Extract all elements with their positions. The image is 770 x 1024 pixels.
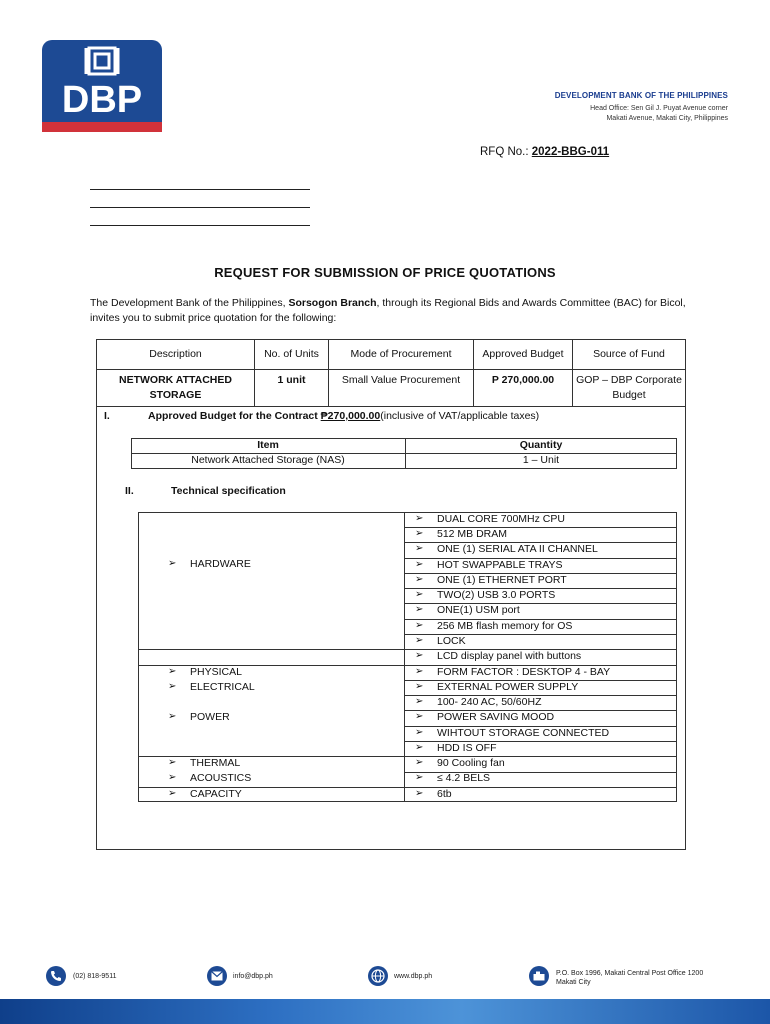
branch-name: Sorsogon Branch — [288, 297, 377, 309]
spec-item: ➢ HOT SWAPPABLE TRAYS — [437, 559, 562, 571]
section-2-number: II. — [125, 485, 134, 497]
header-budget: Approved Budget — [474, 339, 573, 370]
dbp-logo — [42, 40, 162, 132]
spec-category: ➢ CAPACITY — [190, 788, 242, 800]
recipient-blank-line — [90, 225, 310, 226]
header-mode: Mode of Procurement — [329, 339, 474, 370]
spec-category: ➢ POWER — [190, 711, 230, 723]
spec-item: ➢ ≤ 4.2 BELS — [437, 772, 490, 784]
address-line-2: Makati Avenue, Makati City, Philippines — [606, 115, 728, 122]
footer-email: info@dbp.ph — [233, 973, 273, 980]
spec-item: ➢ POWER SAVING MOOD — [437, 711, 554, 723]
intro-text: The Development Bank of the Philippines, — [90, 297, 289, 309]
footer-bar — [0, 999, 770, 1024]
cell-fund: GOP – DBP Corporate Budget — [573, 370, 686, 407]
spec-item: ➢ 90 Cooling fan — [437, 757, 505, 769]
spec-category: ➢ ELECTRICAL — [190, 681, 255, 693]
spec-item: ➢ ONE (1) SERIAL ATA II CHANNEL — [437, 543, 598, 555]
address-line-1: Head Office: Sen Gil J. Puyat Avenue corner — [590, 105, 728, 112]
intro-text: , through its Regional Bids and Awards Committee (BAC) for Bicol, invites you to submit price quotation for the following: — [90, 297, 686, 324]
spec-category: ➢ THERMAL — [190, 757, 240, 769]
spec-item: ➢ EXTERNAL POWER SUPPLY — [437, 681, 578, 693]
rfq-label: RFQ No.: — [480, 146, 532, 158]
footer-website: www.dbp.ph — [394, 973, 433, 980]
page-title: REQUEST FOR SUBMISSION OF PRICE QUOTATIONS — [214, 265, 556, 280]
section-1-label: Approved Budget for the Contract — [148, 410, 321, 422]
cell-description: NETWORK ATTACHED STORAGE — [96, 370, 255, 407]
spec-item: ➢ 256 MB flash memory for OS — [437, 620, 572, 632]
spec-item: ➢ 6tb — [437, 788, 452, 800]
spec-item: ➢ HDD IS OFF — [437, 742, 497, 754]
spec-row-line — [138, 665, 404, 666]
spec-category: ➢ HARDWARE — [190, 558, 251, 570]
cell-units: 1 unit — [255, 370, 329, 407]
header-fund: Source of Fund — [573, 339, 686, 370]
spec-item: ➢ 512 MB DRAM — [437, 528, 507, 540]
spec-table-divider — [404, 512, 405, 802]
bank-name: DEVELOPMENT BANK OF THE PHILIPPINES — [554, 91, 728, 100]
spec-item: ➢ LCD display panel with buttons — [437, 650, 581, 662]
spec-row-line — [138, 649, 404, 650]
abc-amount: ₱270,000.00 — [320, 410, 381, 422]
phone-icon — [46, 966, 66, 986]
spec-item: ➢ DUAL CORE 700MHz CPU — [437, 513, 565, 525]
header-units: No. of Units — [255, 339, 329, 370]
intro-paragraph — [90, 296, 690, 326]
spec-item: ➢ ONE (1) ETHERNET PORT — [437, 574, 567, 586]
item-header: Item — [257, 439, 279, 451]
po-line-2: Makati City — [556, 979, 591, 986]
spec-item: ➢ WIHTOUT STORAGE CONNECTED — [437, 727, 609, 739]
spec-item: ➢ FORM FACTOR : DESKTOP 4 - BAY — [437, 666, 610, 678]
recipient-blank-line — [90, 189, 310, 190]
po-line-1: P.O. Box 1996, Makati Central Post Office 1200 — [556, 970, 704, 977]
globe-icon — [368, 966, 388, 986]
cell-budget: P 270,000.00 — [474, 370, 573, 407]
section-1-note: (inclusive of VAT/applicable taxes) — [380, 410, 540, 422]
footer-po-box — [556, 969, 703, 987]
cell-mode: Small Value Procurement — [329, 370, 474, 407]
spec-item: ➢ LOCK — [437, 635, 466, 647]
section-2-title: Technical specification — [171, 485, 286, 497]
spec-item: ➢ TWO(2) USB 3.0 PORTS — [437, 589, 555, 601]
quantity-header: Quantity — [519, 439, 563, 451]
mailbox-icon — [529, 966, 549, 986]
spec-row-line — [138, 787, 404, 788]
item-value: Network Attached Storage (NAS) — [191, 454, 345, 466]
recipient-blank-line — [90, 207, 310, 208]
spec-item: ➢ 100- 240 AC, 50/60HZ — [437, 696, 541, 708]
quantity-value: 1 – Unit — [522, 454, 560, 466]
spec-category: ➢ PHYSICAL — [190, 666, 242, 678]
rfq-value: 2022-BBG-011 — [531, 146, 610, 158]
spec-category: ➢ ACOUSTICS — [190, 772, 251, 784]
section-1-number: I. — [104, 410, 110, 422]
footer-phone: (02) 818-9511 — [73, 973, 117, 980]
section-1-text — [148, 410, 539, 422]
email-icon — [207, 966, 227, 986]
spec-item: ➢ ONE(1) USM port — [437, 604, 520, 616]
header-description: Description — [96, 339, 255, 370]
svg-text:DBP: DBP — [61, 79, 143, 121]
spec-row-line — [138, 756, 404, 757]
rfq-number — [480, 146, 609, 158]
